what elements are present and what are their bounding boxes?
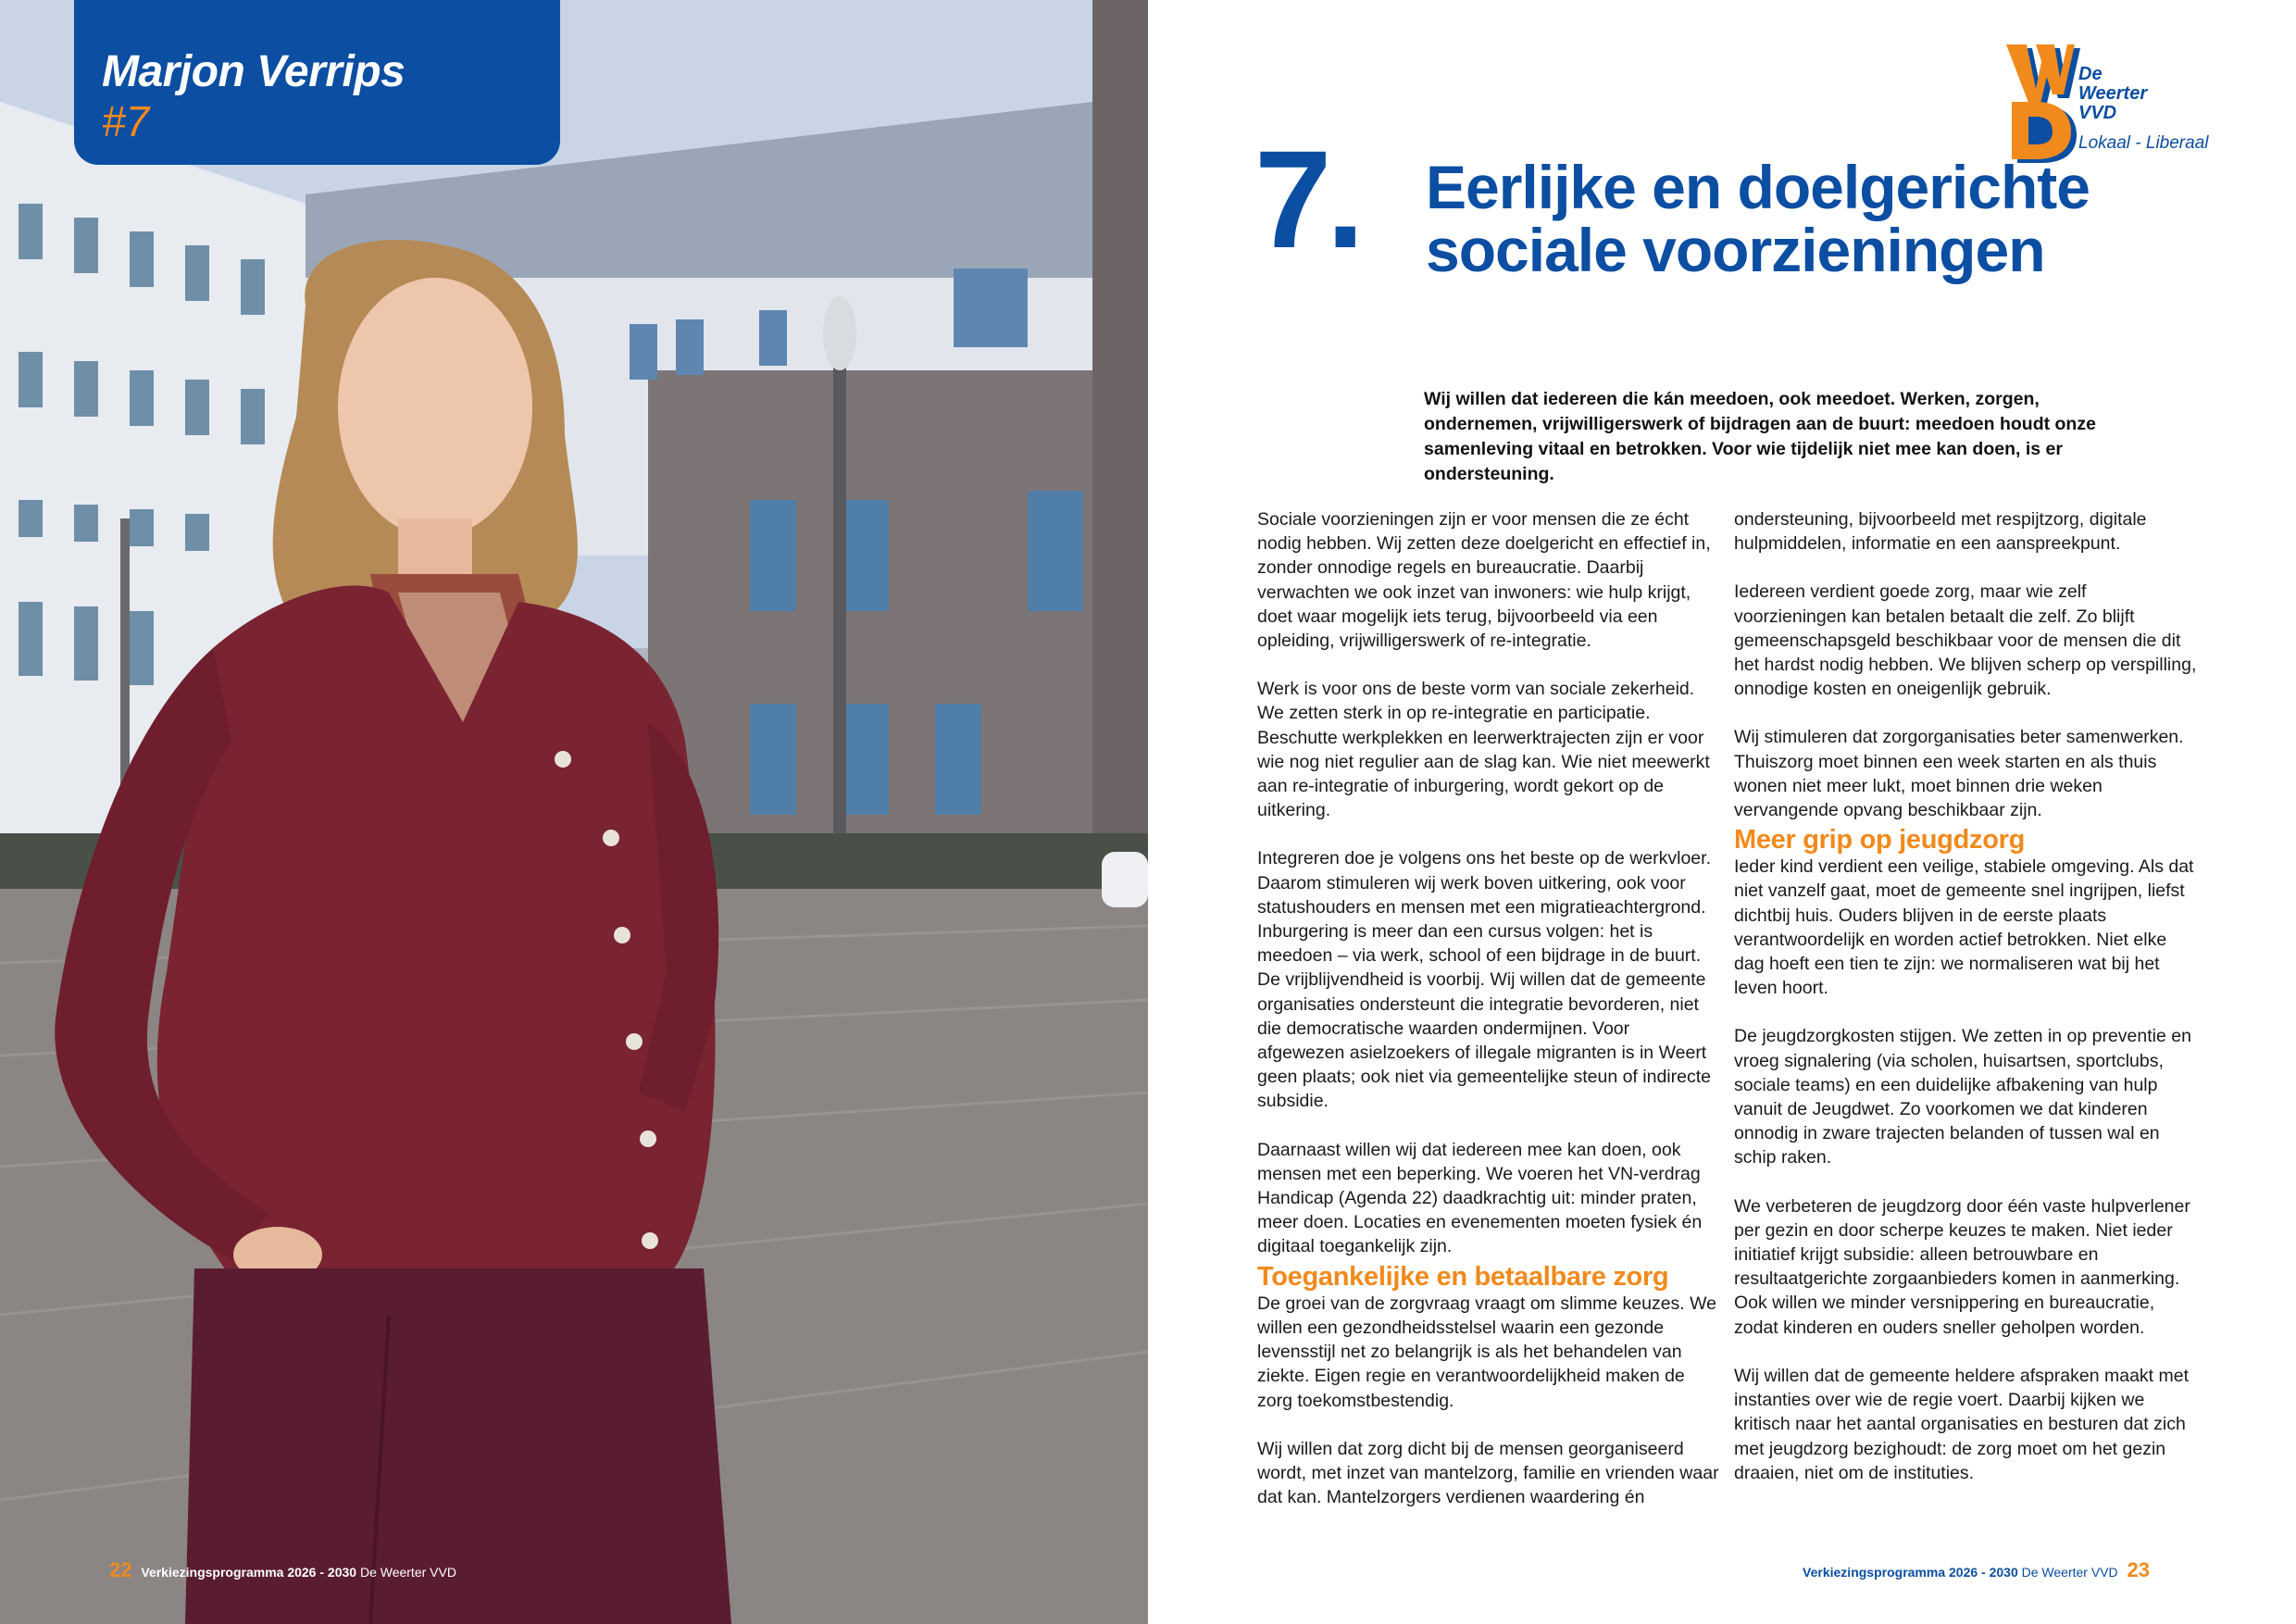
paragraph: We verbeteren de jeugdzorg door één vaste hulpverlener per gezin en door scherpe keuzes te maken. Niet ieder initiatief krijgt subsidie: alleen betrouwbare en resultaatgerichte zorgaanbieders komen in aanmerking. Ook willen we minder versnippering en bureaucratie, zodat kinderen en ouders sneller geholpen worden.: [1734, 1195, 2190, 1338]
paragraph: Iedereen verdient goede zorg, maar wie zelf voorzieningen kan betalen betaalt die zelf. Zo blijft gemeenschapsgeld beschikbaar voor de mensen die dit het hardst nodig hebben. We blijven scherp op verspilling, onnodige kosten en oneigenlijk gebruik.: [1734, 581, 2197, 700]
paragraph: Integreren doe je volgens ons het beste op de werkvloer. Daarom stimuleren wij werk boven uitkering, ook voor statushouders en mensen met een migratieachtergrond. Inburgering is meer dan een cursus volgen: het is meedoen – via werk, school of een bijdrage in de buurt. De vrijblijvendheid is voorbij. Wij willen dat de gemeente organisaties ondersteunt die integratie bevorderen, niet die democratische waarden ondermijnen. Voor afgewezen asielzoekers of illegale migranten is in Weert geen plaats; ook niet via gemeentelijke steun of indirecte subsidie.: [1257, 848, 1711, 1112]
text-column-2: [1734, 507, 2197, 1509]
paragraph: Werk is voor ons de beste vorm van sociale zekerheid. We zetten sterk in op re-integratie en participatie. Beschutte werkplekken en leerwerktrajecten zijn er voor wie nog niet regulier aan de slag kan. Wie niet meewerkt aan re-integratie of inburgering, wordt gekort op de uitkering.: [1257, 679, 1710, 821]
candidate-name-tab: [74, 0, 560, 165]
chapter-intro: Wij willen dat iedereen die kán meedoen, ook meedoet. Werken, zorgen, ondernemen, vrijwilligerswerk of bijdragen aan de buurt: meedoen houdt onze samenleving vitaal en betrokken. Voor wie tijdelijk niet mee kan doen, is er ondersteuning.: [1424, 389, 2096, 484]
paragraph: Wij willen dat zorg dicht bij de mensen georganiseerd wordt, met inzet van mantelzorg, familie en vrienden waar dat kan. Mantelzorgers verdienen waardering én: [1257, 1438, 1719, 1508]
logo-org-line-1: De: [2078, 64, 2103, 84]
logo-tagline: Lokaal - Liberaal: [2078, 133, 2209, 153]
paragraph: De groei van de zorgvraag vraagt om slimme keuzes. We willen een gezondheidsstelsel waarin een gezonde levensstijl net zo belangrijk is als het behandelen van ziekte. Eigen regie en verantwoordelijkheid maken de zorg toekomstbestendig.: [1257, 1293, 1717, 1411]
paragraph: ondersteuning, bijvoorbeeld met respijtzorg, digitale hulpmiddelen, informatie en een aanspreekpunt.: [1734, 509, 2147, 555]
chapter-number: 7.: [1254, 121, 1360, 277]
footer-org-name: De Weerter VVD: [359, 1565, 456, 1580]
paragraph: Daarnaast willen wij dat iedereen mee kan doen, ook mensen met een beperking. We voeren het VN-verdrag Handicap (Agenda 22) daadkrachtig uit: minder praten, meer doen. Locaties en evenementen moeten fysiek én digitaal toegankelijk zijn.: [1257, 1139, 1703, 1257]
section-heading-jeugdzorg: Meer grip op jeugdzorg: [1734, 825, 2026, 856]
footer-org-name: De Weerter VVD: [2021, 1565, 2118, 1580]
footer-program-title: Verkiezingsprogramma 2026 - 2030: [141, 1565, 357, 1580]
paragraph: Wij willen dat de gemeente heldere afspraken maakt met instanties over wie de regie voert. Daarbij kijken we kritisch naar het aantal organisaties en besturen dat zich met jeugdzorg bezighoudt: de zorg moet om het gezin draaien, niet om de instituties.: [1734, 1365, 2190, 1483]
footer-program-title: Verkiezingsprogramma 2026 - 2030: [1803, 1565, 2018, 1580]
vvd-logo-mark: [2004, 44, 2080, 165]
text-column-1: [1257, 507, 1720, 1533]
paragraph: Sociale voorzieningen zijn er voor mensen die ze écht nodig hebben. Wij zetten deze doelgericht en effectief in, zonder onnodige regels en bureaucratie. Daarbij verwachten we ook inzet van inwoners: wie hulp krijgt, doet waar mogelijk iets terug, bijvoorbeeld via een opleiding, vrijwilligerswerk of re-integratie.: [1257, 509, 1711, 652]
logo-org-line-2: Weerter: [2078, 83, 2148, 104]
candidate-name: Marjon Verrips: [102, 47, 406, 96]
paragraph: De jeugdzorgkosten stijgen. We zetten in op preventie en vroeg signalering (via scholen, huisartsen, sportclubs, sociale teams) en een duidelijke afbakening van hulp vanuit de Jeugdwet. Zo voorkomen we dat kinderen onnodig in zware trajecten belanden of tussen wal en schip raken.: [1734, 1026, 2191, 1168]
paragraph: Wij stimuleren dat zorgorganisaties beter samenwerken. Thuiszorg moet binnen een week starten en als thuis wonen niet meer lukt, moet binnen drie weken vervangende opvang beschikbaar zijn.: [1734, 727, 2184, 821]
paragraph: Ieder kind verdient een veilige, stabiele omgeving. Als dat niet vanzelf gaat, moet de gemeente snel ingrijpen, liefst dichtbij huis. Ouders blijven in de eerste plaats verantwoordelijk en worden actief betrokken. Niet elke dag hoeft een tien te zijn: we normaliseren wat bij het leven hoort.: [1734, 856, 2194, 999]
section-heading-zorg: Toegankelijke en betaalbare zorg: [1257, 1261, 1669, 1292]
page-number-right: 23: [2127, 1558, 2150, 1581]
footer-right: [1803, 1558, 2150, 1582]
page-number-left: 22: [109, 1558, 132, 1581]
chapter-title: Eerlijke en doelgerichte sociale voorzieningen: [1426, 153, 2090, 284]
candidate-number: #7: [102, 97, 150, 145]
logo-org-line-3: VVD: [2078, 103, 2117, 123]
footer-left: [109, 1558, 456, 1582]
